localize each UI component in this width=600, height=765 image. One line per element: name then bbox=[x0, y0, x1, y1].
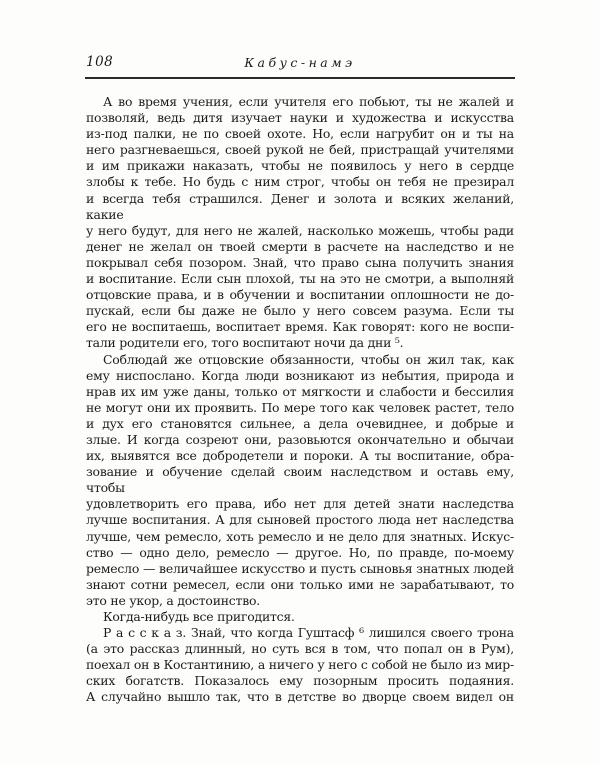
text-line: злые. И когда созреют они, разовьются окончательно и обычаи bbox=[86, 431, 514, 447]
text-line: ство — одно дело, ремесло — другое. Но, по правде, по-моему bbox=[86, 544, 514, 560]
text-line: не могут они их проявить. По мере того как человек растет, тело bbox=[86, 399, 514, 415]
text-line: Соблюдай же отцовские обязанности, чтобы он жил так, как bbox=[103, 351, 514, 367]
text-line: ремесло — величайшее искусство и пусть сыновья знатных людей bbox=[86, 560, 514, 576]
text-line: поехал он в Костантинию, а ничего у него с собой не было из мир- bbox=[86, 657, 514, 673]
text-line: ему ниспослано. Когда люди возникают из небытия, природа и bbox=[86, 367, 514, 383]
text-line: удовлетворить его права, ибо нет для детей знати наследства bbox=[86, 496, 514, 512]
text-line: Р а с с к а з. Знай, что когда Гуштасф ⁶ лишился своего трона bbox=[103, 625, 514, 641]
text-line: пускай, если бы даже не было у него совсем разума. Если ты bbox=[86, 303, 514, 319]
running-title: Кабус-намэ bbox=[244, 55, 356, 70]
text-line: ских богатств. Показалось ему позорным просить подаяния. bbox=[86, 673, 514, 689]
text-line: А во время учения, если учителя его побьют, ты не жалей и bbox=[103, 94, 514, 109]
page-body bbox=[86, 94, 514, 706]
text-line: злобы к тебе. Но будь с ним строг, чтобы он тебя не презирал bbox=[86, 174, 514, 190]
text-line: знают сотни ремесел, если они только ими не зарабатывают, то bbox=[86, 576, 514, 592]
text-line: у него будут, для него не жалей, насколько можешь, чтобы ради bbox=[86, 222, 514, 238]
page-number: 108 bbox=[86, 54, 114, 70]
text-line: Когда-нибудь все пригодится. bbox=[103, 609, 295, 624]
header-rule bbox=[85, 77, 515, 79]
text-line: отцовские права, и в обучении и воспитании оплошности не до- bbox=[86, 287, 514, 303]
text-line: их, выявятся все добродетели и пороки. А ты воспитание, обра- bbox=[86, 448, 514, 464]
text-line: лучше воспитания. А для сыновей простого люда нет наследства bbox=[86, 512, 514, 528]
text-line: лучше, чем ремесло, хоть ремесло и не дело для знатных. Искус- bbox=[86, 528, 514, 544]
text-line: зование и обучение сделай своим наследством и оставь ему, чтобы bbox=[86, 464, 514, 496]
text-line: его не воспитаешь, воспитает время. Как говорят: кого не воспи- bbox=[86, 319, 514, 335]
text-line: позволяй, ведь дитя изучает науки и художества и искусства bbox=[86, 110, 514, 126]
text-line: из-под палки, не по своей охоте. Но, если нагрубит он и ты на bbox=[86, 126, 514, 142]
text-line: и дух его становятся сильнее, а дела очевиднее, и добрые и bbox=[86, 415, 514, 431]
text-line: нрав их им уже даны, только от мягкости и слабости и бессилия bbox=[86, 383, 514, 399]
text-line: и им прикажи наказать, чтобы не появилось у него в сердце bbox=[86, 158, 514, 174]
text-line: покрывал себя позором. Знай, что право сына получить знания bbox=[86, 254, 514, 270]
text-line: А случайно вышло так, что в детстве во дворце своем видел он bbox=[86, 689, 514, 705]
text-line: (а это рассказ длинный, но суть вся в том, что попал он в Рум), bbox=[86, 641, 514, 657]
page-header bbox=[86, 54, 514, 74]
text-line: него разгневаешься, своей рукой не бей, пристращай учителями bbox=[86, 142, 514, 158]
text-line: тали родители его, того воспитают ночи да дни ⁵. bbox=[86, 335, 404, 351]
text-line: и воспитание. Если сын плохой, ты на это не смотри, а выполняй bbox=[86, 271, 514, 287]
text-line: денег не желал он твоей смерти в расчете на наследство и не bbox=[86, 238, 514, 254]
text-line: и всегда тебя страшился. Денег и золота и всяких желаний, какие bbox=[86, 190, 514, 222]
text-line: это не укор, а достоинство. bbox=[86, 592, 260, 608]
